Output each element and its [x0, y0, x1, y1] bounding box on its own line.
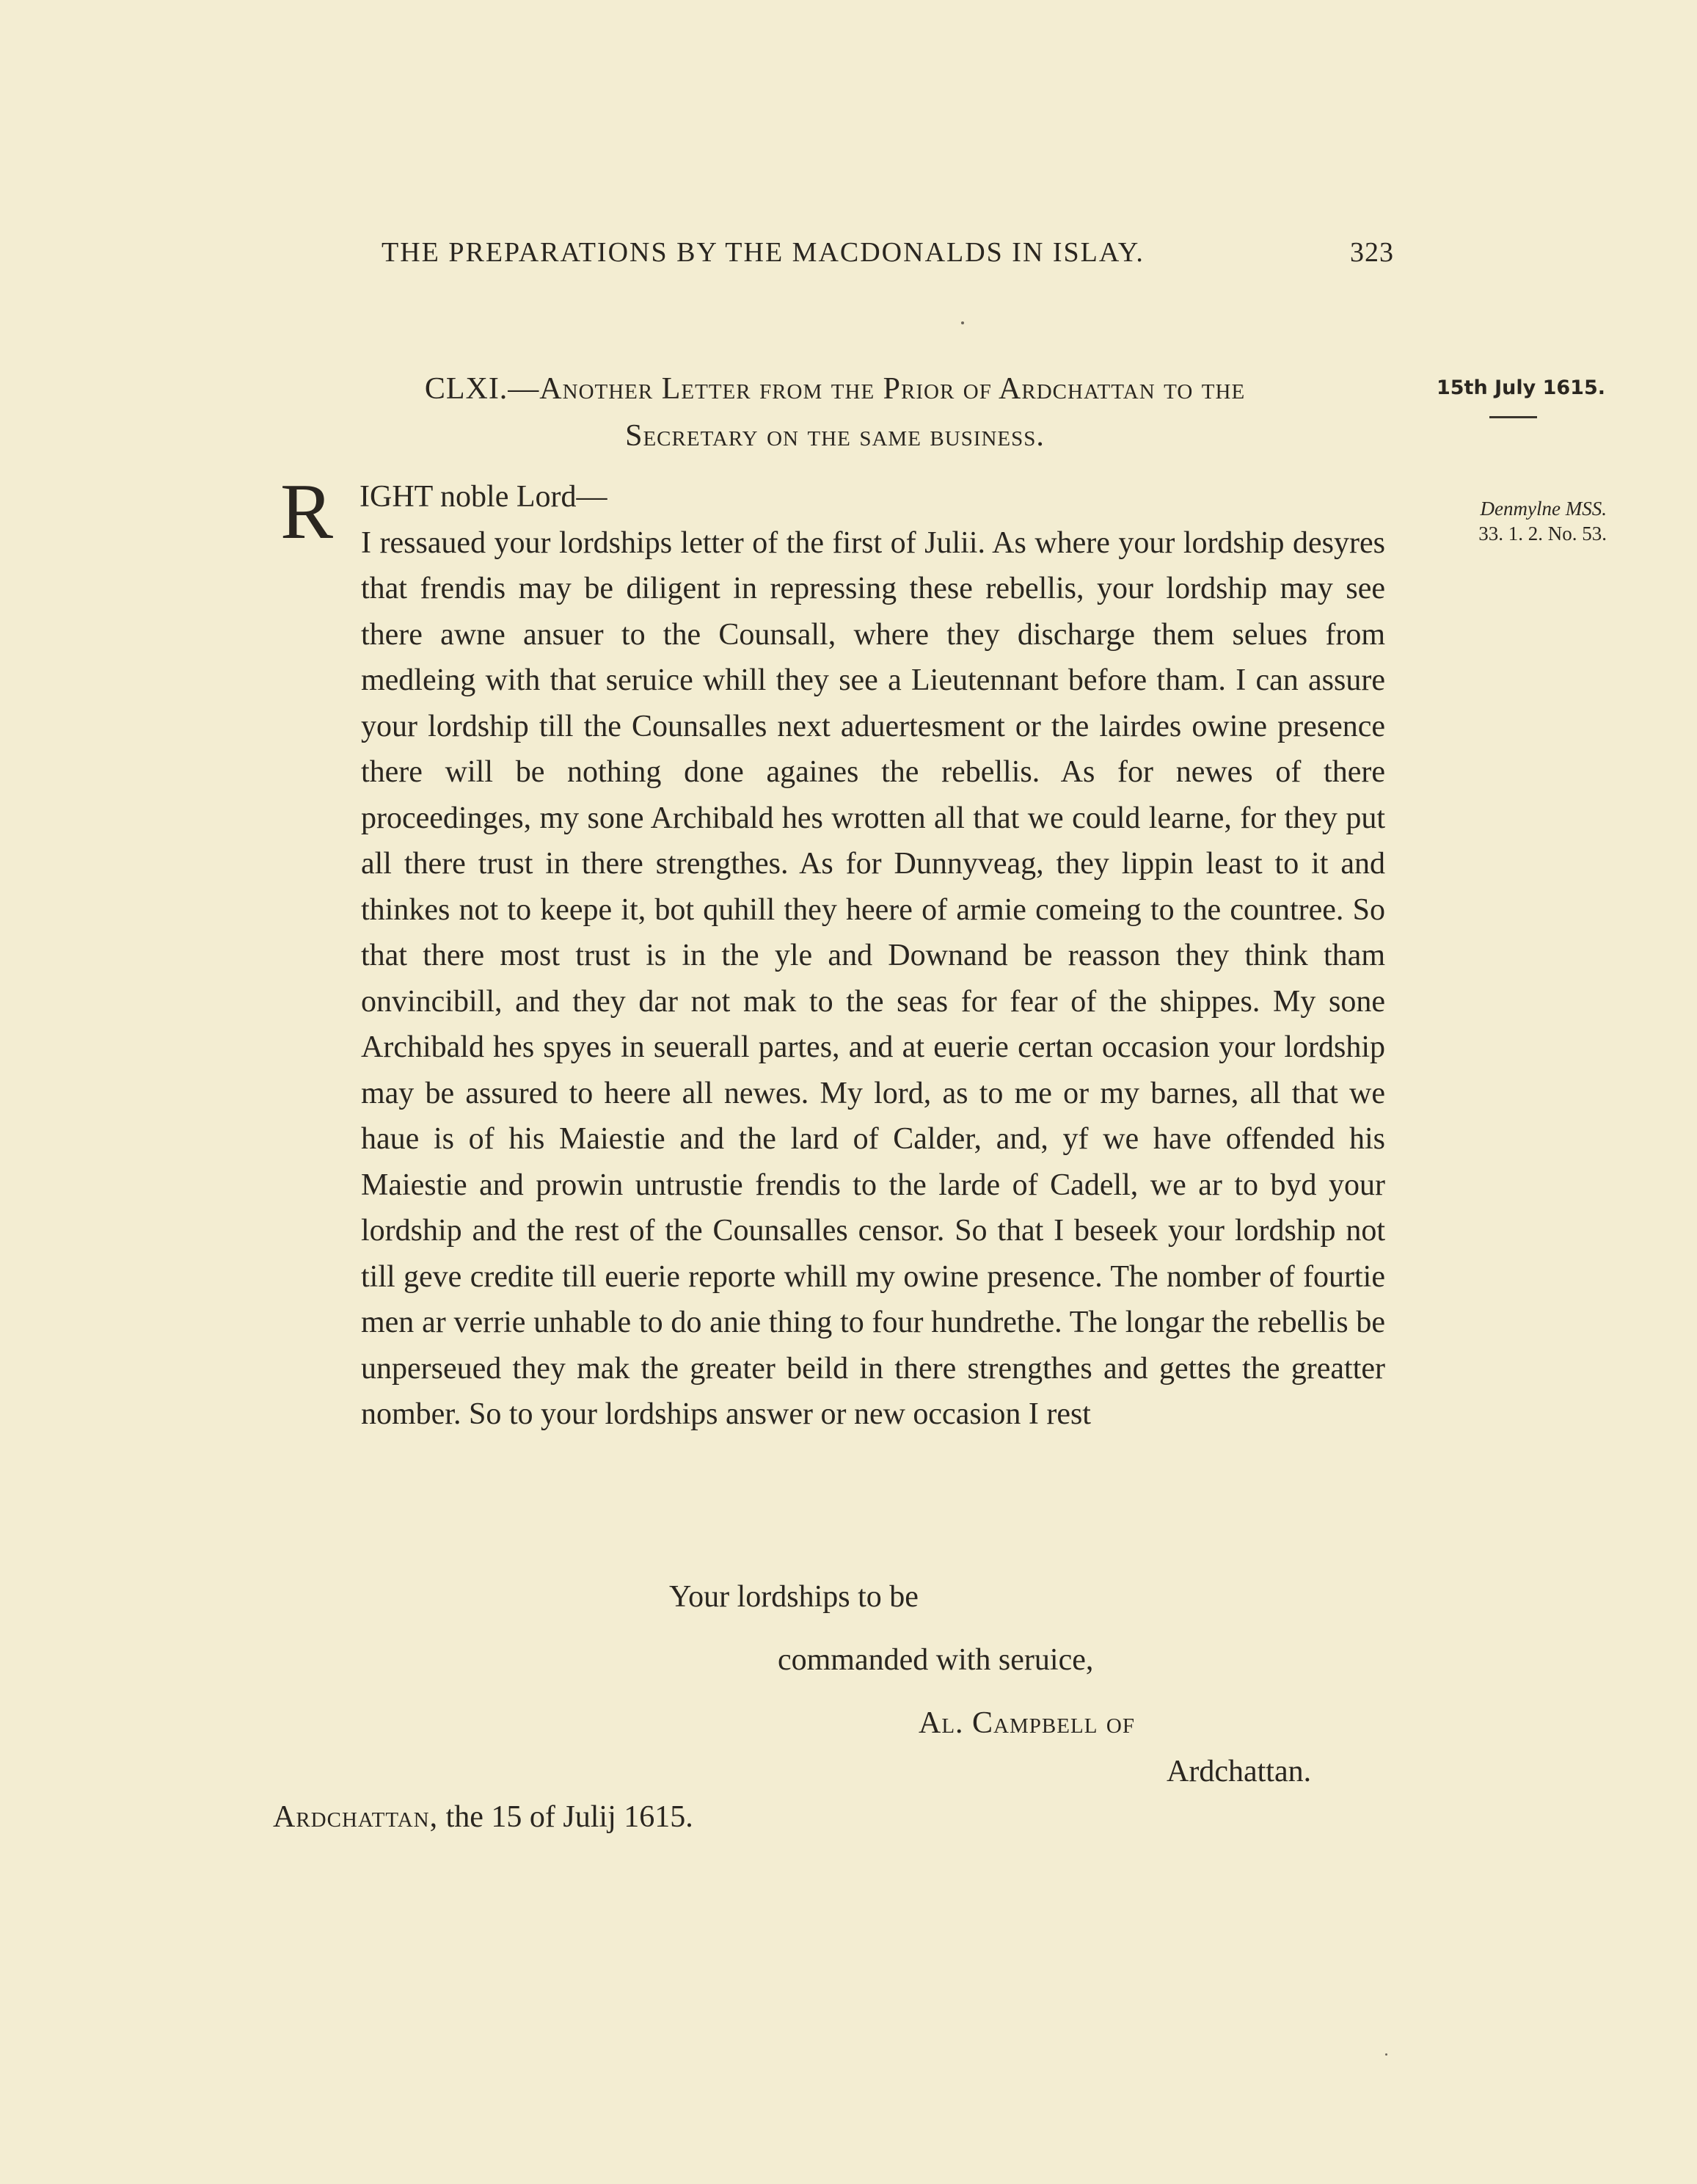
margin-divider	[1489, 416, 1537, 418]
salutation: IGHT noble Lord—	[360, 480, 607, 514]
paper-speck	[1385, 2053, 1387, 2056]
running-title: THE PREPARATIONS BY THE MACDONALDS IN ISLAY.	[382, 237, 1145, 268]
signature-place: Ardchattan.	[1167, 1755, 1312, 1788]
closing-line-1: Your lordships to be	[669, 1580, 919, 1614]
signature-name: Al. Campbell of	[919, 1706, 1135, 1740]
letter-body	[273, 468, 1385, 1438]
source-title: Denmylne MSS.	[1480, 498, 1607, 520]
letter-paragraph: I ressaued your lordships letter of the first of Julii. As where your lordship desyres that frendis may be diligent in repressing these rebellis, your lordship may see there awne ansuer to the Counsall, where they discharge them selues from medleing with that seruice whill they see a Lieutennant before tham. I can assure your lordship till the Counsalles next aduertesment or the lairdes owine presence there will be nothing done againes the rebellis. As for newes of there proceedinges, my sone Archibald hes wrotten all that we could learne, for they put all there trust in there strengthes. As for Dunnyveag, they lippin least to it and thinkes not to keepe it, bot quhill they heere of armie comeing to the countree. So that there most trust is in the yle and Downand be reasson they think tham onvincibill, and they dar not mak to the seas for fear of the shippes. My sone Archibald hes spyes in seuerall partes, and at euerie certan occasion your lordship may be assured to heere all newes. My lord, as to me or my barnes, all that we haue is of his Maiestie and the lard of Calder, and, yf we have offended his Maiestie and prowin untrustie frendis to the larde of Cadell, we ar to byd your lordship and the rest of the Counsalles censor. So that I beseek your lordship not till geve credite till euerie reporte whill my owine presence. The nomber of fourtie men ar verrie unhable to do anie thing to four hundrethe. The longar the rebellis be unperseued they mak the greater beild in there strengthes and gettes the greatter nomber. So to your lordships answer or new occasion I rest	[361, 525, 1385, 1431]
running-head	[382, 236, 1394, 269]
salutation-line	[273, 468, 1385, 556]
margin-source-note	[1423, 496, 1607, 546]
heading-line-2: Secretary on the same business.	[625, 419, 1045, 453]
dateline-date: the 15 of Julij 1615.	[445, 1800, 693, 1834]
source-reference: 33. 1. 2. No. 53.	[1478, 523, 1607, 545]
document-heading	[299, 365, 1371, 459]
margin-date-note: 15th July 1615.	[1436, 376, 1606, 399]
heading-line-1: CLXI.—Another Letter from the Prior of Ardchattan to the	[424, 372, 1246, 406]
dateline-place: Ardchattan,	[273, 1800, 439, 1834]
paper-speck	[961, 321, 964, 324]
drop-cap: R	[280, 468, 334, 556]
page-number: 323	[1350, 237, 1394, 268]
dateline	[273, 1799, 693, 1835]
closing-line-2: commanded with seruice,	[778, 1643, 1094, 1677]
